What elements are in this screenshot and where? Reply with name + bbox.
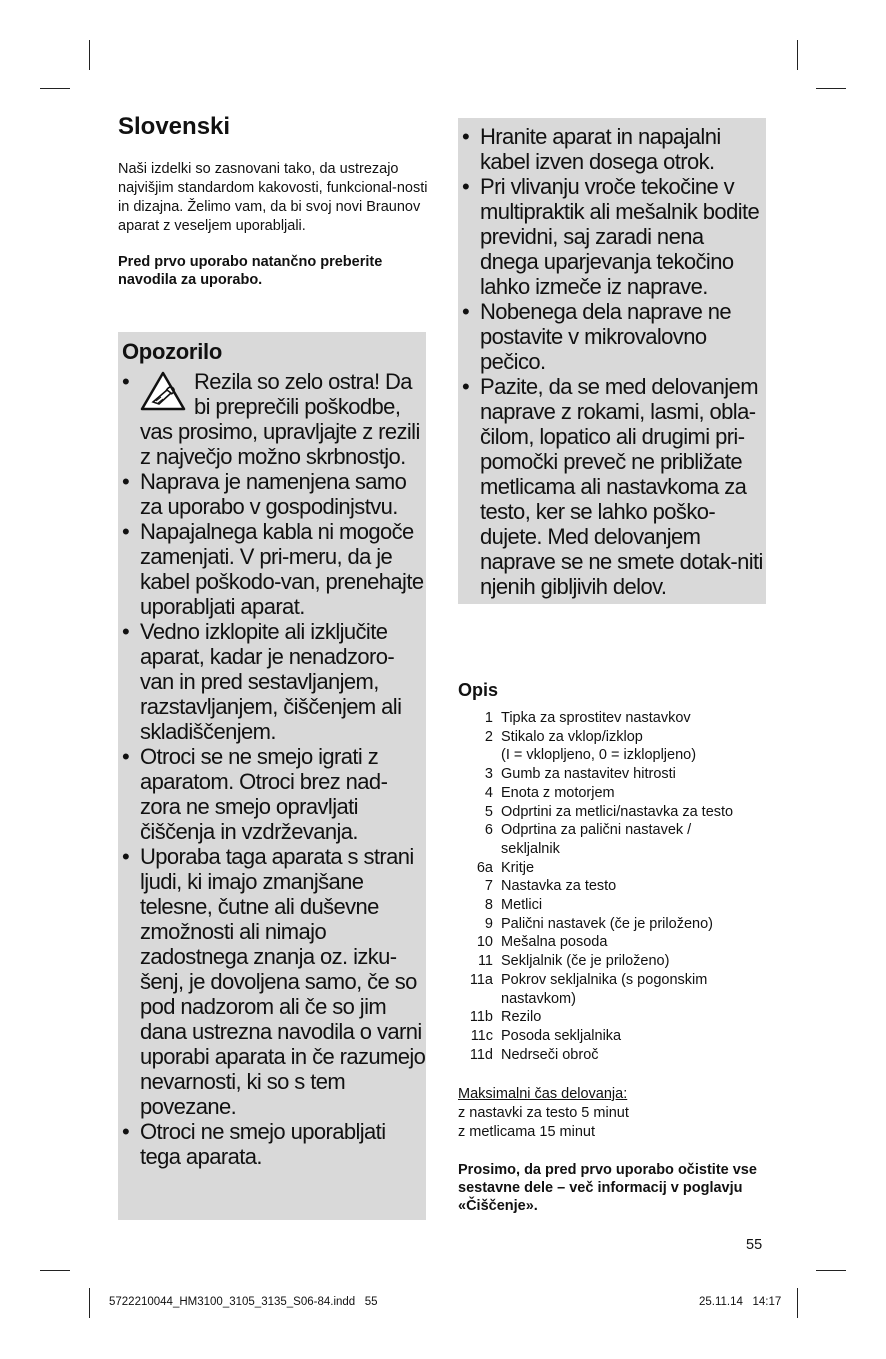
part-row (458, 1046, 791, 1065)
part-name: Enota z motorjem (501, 784, 615, 801)
part-number (458, 746, 501, 765)
warning-item: • Uporaba taga aparata s strani ljudi, ki imajo zmanjšane telesne, čutne ali duševne zmožnosti ali nimajo zadostnega znanja oz. izku-šenj, je dovoljena samo, če so pod nadzorom ali če so jim dana ustrezna navodila o varni uporabi aparata in če razumejo nevarnosti, ki so s tem povezane. (122, 844, 426, 1119)
parts-list (458, 709, 791, 1064)
part-number: 7 (484, 878, 493, 895)
part-row (458, 990, 791, 1009)
warning-item: • Pazite, da se med delovanjem naprave z rokami, lasmi, obla-čilom, lopatico ali drugimi pri-pomočki preveč ne približate metlicama ali nastavkoma za testo, ker se lahko poško-dujete. Med delovanjem naprave se ne smete dotak-niti njenih gibljivih delov. (462, 374, 766, 599)
footer-date: 25.11.14 14:17 (699, 1296, 782, 1308)
part-number: 9 (484, 915, 493, 932)
warning-box-left (118, 332, 426, 1220)
warning-item: • Vedno izklopite ali izključite aparat, kadar je nenadzoro-van in pred sestavljanjem, razstavljanjem, čiščenjem ali skladiščenjem. (122, 619, 426, 744)
part-name: Metlici (501, 897, 543, 914)
part-name: Kritje (501, 859, 535, 876)
crop-mark (40, 1270, 70, 1271)
part-row (458, 709, 791, 728)
part-name: Pokrov sekljalnika (s pogonskim (501, 971, 708, 988)
warning-item: • Otroci ne smejo uporabljati tega aparata. (122, 1119, 426, 1169)
crop-mark (797, 40, 798, 70)
part-name: sekljalnik (501, 840, 560, 857)
part-number: 11 (477, 953, 493, 970)
crop-mark (89, 40, 90, 70)
part-name: (I = vklopljeno, 0 = izklopljeno) (501, 747, 697, 764)
part-row (458, 877, 791, 896)
part-number: 2 (484, 728, 493, 745)
part-number: 11c (470, 1027, 493, 1044)
part-number: 11d (469, 1046, 493, 1063)
max-time-line: z metlicama 15 minut (458, 1124, 595, 1140)
part-number (458, 990, 501, 1009)
part-row (458, 1008, 791, 1027)
part-number: 3 (484, 766, 493, 783)
part-number: 8 (484, 897, 493, 914)
part-number (458, 840, 501, 859)
part-row (458, 765, 791, 784)
part-name: nastavkom) (501, 990, 576, 1007)
crop-mark (40, 88, 70, 89)
intro-bold-text: Pred prvo uporabo natančno preberite navodila za uporabo. (118, 254, 383, 288)
max-time-heading: Maksimalni čas delovanja: (458, 1086, 628, 1102)
part-number: 11b (469, 1009, 493, 1026)
part-name: Palični nastavek (če je priloženo) (501, 915, 713, 932)
part-row (458, 803, 791, 822)
part-name: Gumb za nastavitev hitrosti (501, 766, 676, 783)
part-number: 10 (476, 934, 493, 951)
part-row (458, 746, 791, 765)
page-title: Slovenski (118, 113, 231, 140)
part-name: Posoda sekljalnika (501, 1027, 622, 1044)
footer-file-info: 5722210044_HM3100_3105_3135_S06-84.indd 55 (109, 1296, 378, 1308)
part-name: Tipka za sprostitev nastavkov (501, 710, 691, 726)
warning-item: • Rezila so zelo ostra! Da bi preprečili poškodbe, vas prosimo, upravljajte z rezili z največjo možno skrbnostjo. (122, 369, 426, 469)
part-name: Nedrseči obroč (501, 1046, 599, 1063)
page-number: 55 (746, 1237, 763, 1253)
part-row (458, 840, 791, 859)
part-name: Odprtini za metlici/nastavka za testo (501, 803, 734, 820)
cleaning-note: Prosimo, da pred prvo uporabo očistite vse sestavne dele – več informacij v poglavju «Čiščenje». (458, 1162, 757, 1214)
part-name: Odprtina za palični nastavek / (501, 822, 692, 839)
crop-mark (797, 1288, 798, 1318)
part-row (458, 952, 791, 971)
warning-item: • Pri vlivanju vroče tekočine v multipraktik ali mešalnik bodite previdni, saj zaradi nena dnega uparjevanja tekočino lahko izmeče iz naprave. (462, 174, 766, 299)
part-number: 11a (469, 971, 493, 988)
part-row (458, 896, 791, 915)
part-name: Mešalna posoda (501, 934, 608, 951)
max-operation-time (458, 1085, 768, 1142)
part-row (458, 1027, 791, 1046)
part-number: 5 (484, 803, 493, 820)
part-row (458, 859, 791, 878)
part-row (458, 821, 791, 840)
part-number: 4 (484, 784, 493, 801)
warning-item: • Nobenega dela naprave ne postavite v mikrovalovno pečico. (462, 299, 766, 374)
part-name: Rezilo (501, 1009, 542, 1026)
warning-title: Opozorilo (122, 339, 222, 364)
warning-list-left (122, 369, 426, 1169)
warning-item: • Hranite aparat in napajalni kabel izven dosega otrok. (462, 124, 766, 174)
warning-list-right (462, 124, 766, 599)
max-time-line: z nastavki za testo 5 minut (458, 1105, 629, 1121)
warning-item: • Naprava je namenjena samo za uporabo v gospodinjstvu. (122, 469, 426, 519)
crop-mark (89, 1288, 90, 1318)
part-number: 1 (484, 710, 493, 726)
part-row (458, 933, 791, 952)
warning-item: • Otroci se ne smejo igrati z aparatom. Otroci brez nad-zora ne smejo opravljati čiščenja in vzdrževanja. (122, 744, 426, 844)
part-row (458, 728, 791, 747)
part-number: 6 (484, 822, 493, 839)
crop-mark (816, 1270, 846, 1271)
part-row (458, 971, 791, 990)
part-name: Nastavka za testo (501, 878, 617, 895)
part-row (458, 784, 791, 803)
warning-item: • Napajalnega kabla ni mogoče zamenjati. V pri-meru, da je kabel poškodo-van, prenehajte uporabljati aparat. (122, 519, 426, 619)
part-name: Stikalo za vklop/izklop (501, 728, 643, 745)
description-title: Opis (458, 680, 499, 700)
part-number: 6a (476, 859, 493, 876)
part-row (458, 915, 791, 934)
warning-box-right (458, 118, 766, 604)
crop-mark (816, 88, 846, 89)
part-name: Sekljalnik (če je priloženo) (501, 953, 670, 970)
intro-text: Naši izdelki so zasnovani tako, da ustrezajo najvišjim standardom kakovosti, funkcional-nosti in dizajna. Želimo vam, da bi svoj novi Braunov aparat z veseljem uporabljali. (118, 161, 428, 234)
blade-hazard-icon (140, 371, 186, 411)
